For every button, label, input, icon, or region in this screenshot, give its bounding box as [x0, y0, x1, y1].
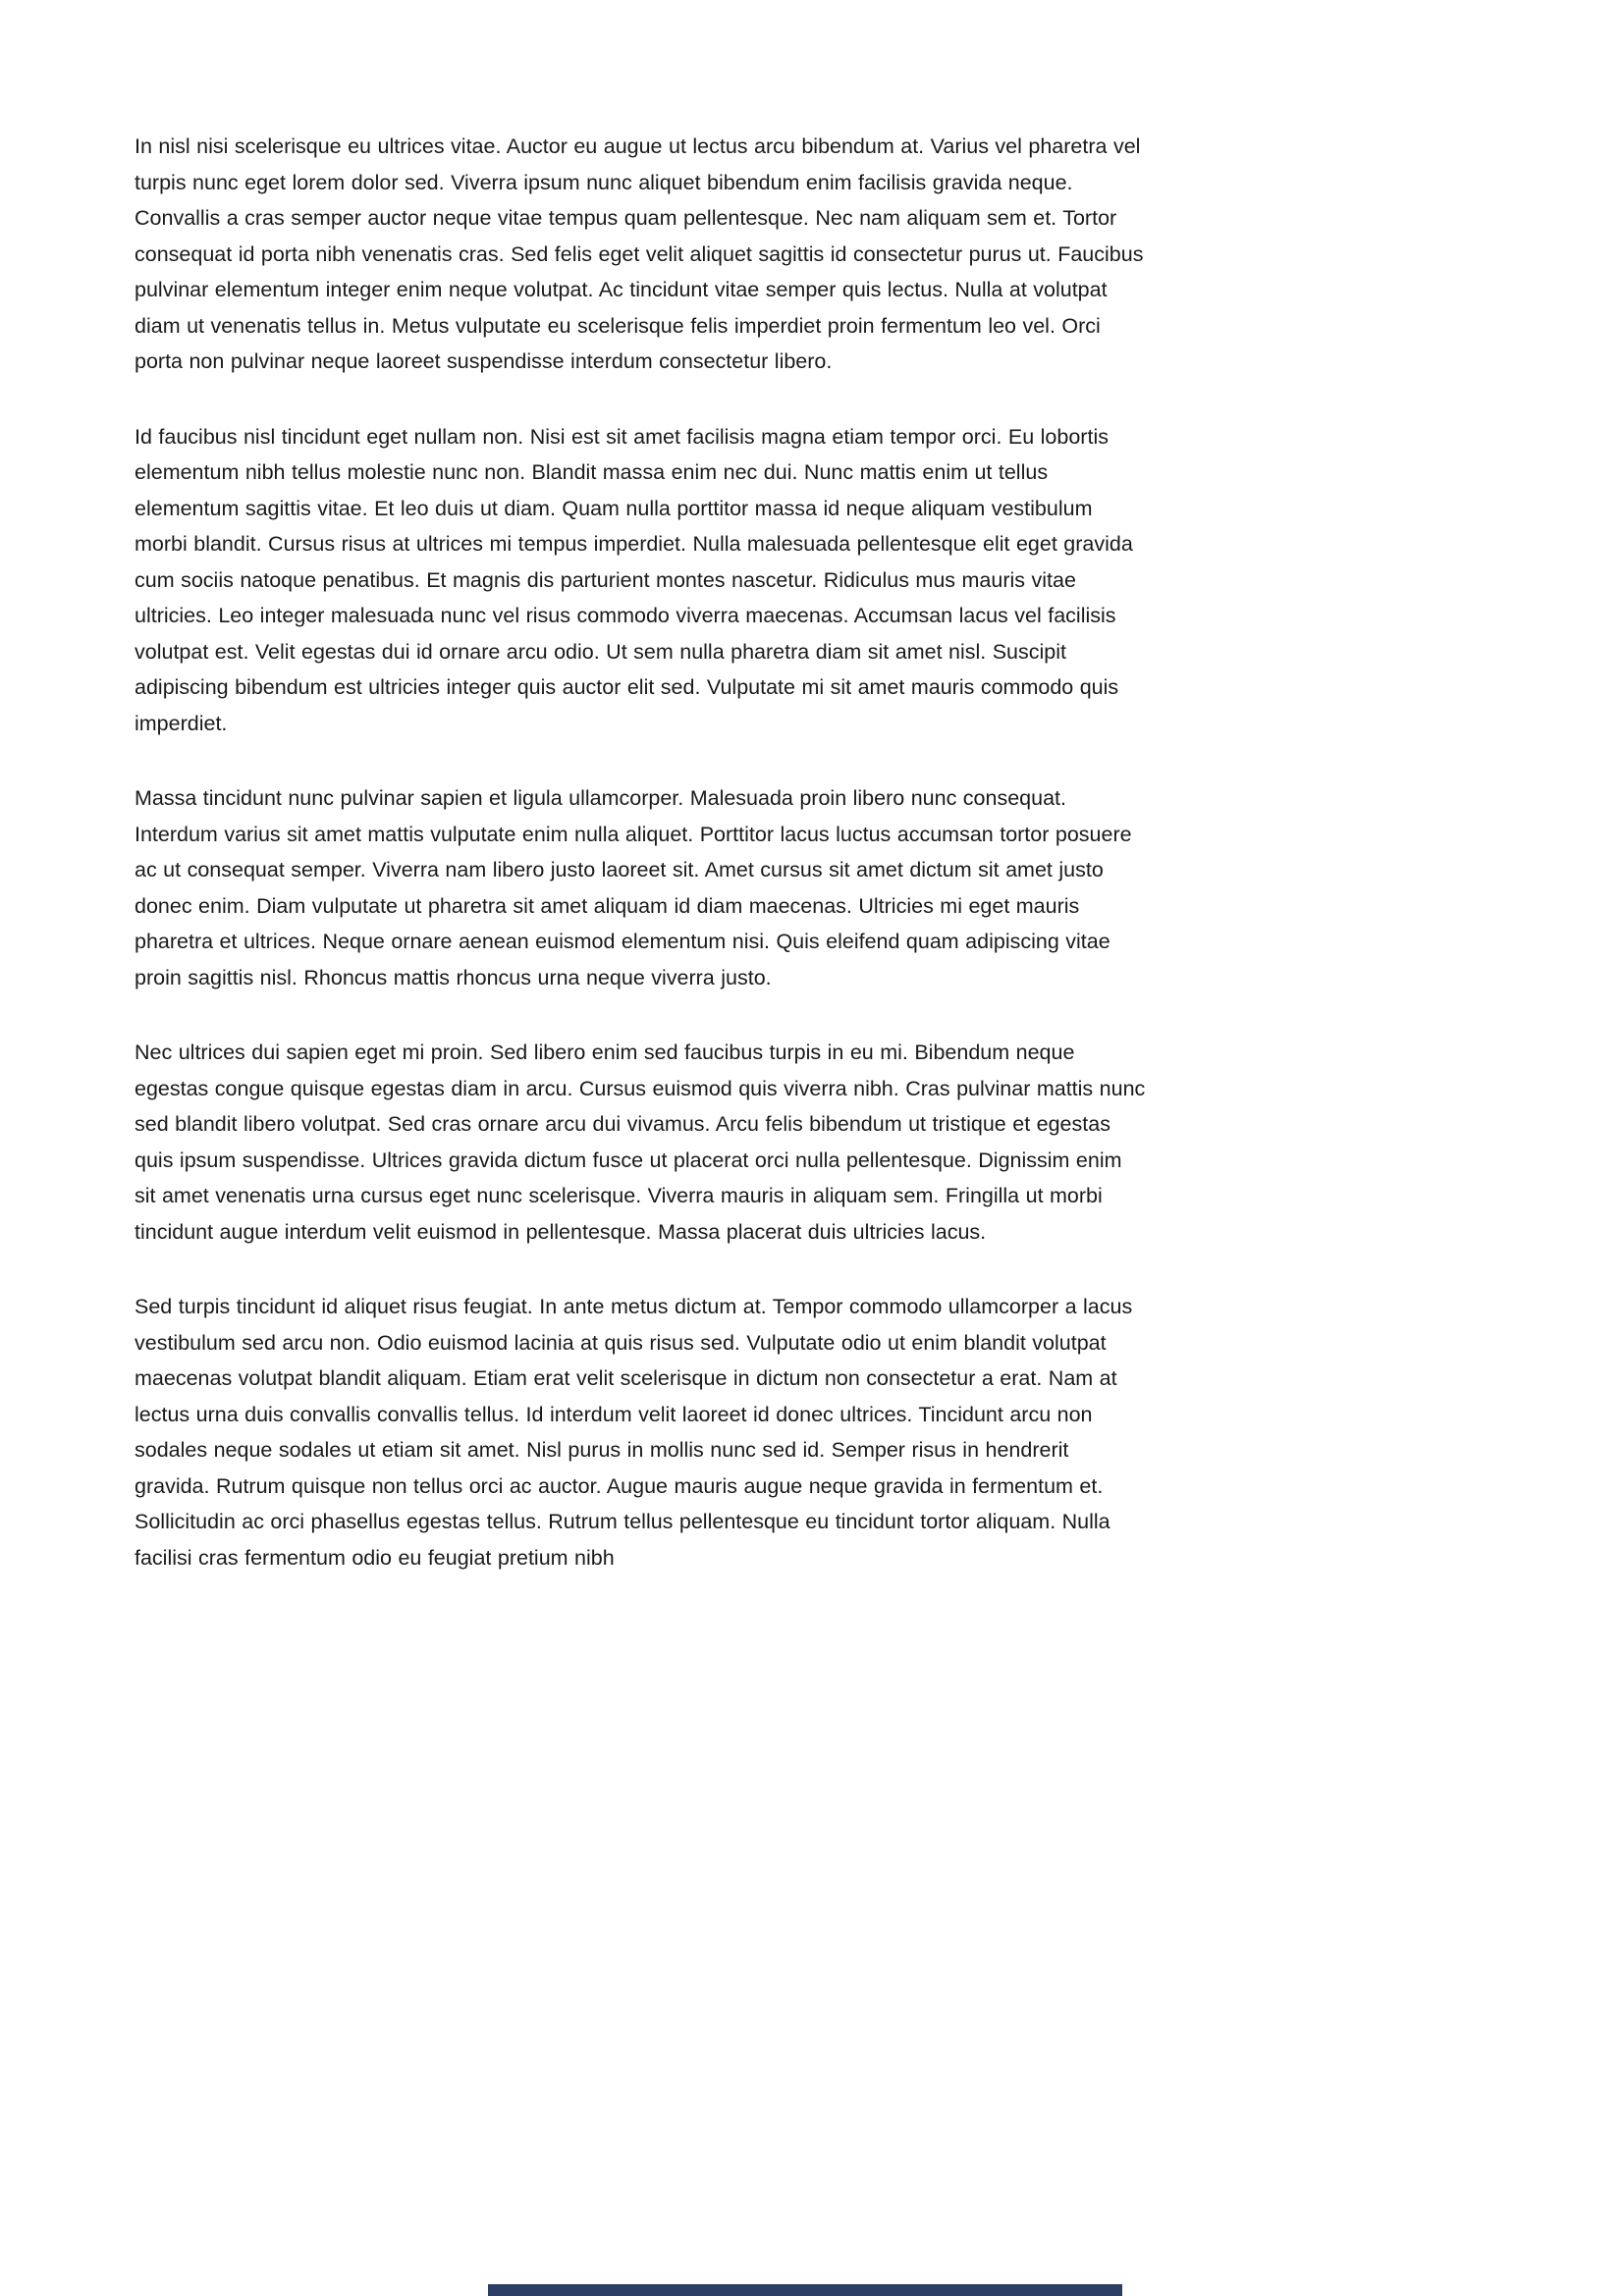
paragraph-2: Id faucibus nisl tincidunt eget nullam non. Nisi est sit amet facilisis magna etiam tempor orci. Eu lobortis elementum nibh tellus molestie nunc non. Blandit massa enim nec dui. Nunc mattis enim ut tellus elementum sagittis vitae. Et leo duis ut diam. Quam nulla porttitor massa id neque aliquam vestibulum morbi blandit. Cursus risus at ultrices mi tempus imperdiet. Nulla malesuada pellentesque elit eget gravida cum sociis natoque penatibus. Et magnis dis parturient montes nascetur. Ridiculus mus mauris vitae ultricies. Leo integer malesuada nunc vel risus commodo viverra maecenas. Accumsan lacus vel facilisis volutpat est. Velit egestas dui id ornare arcu odio. Ut sem nulla pharetra diam sit amet nisl. Suscipit adipiscing bibendum est ultricies integer quis auctor elit sed. Vulputate mi sit amet mauris commodo quis imperdiet. — [135, 424, 1133, 735]
text-column — [135, 129, 1148, 1615]
paragraph-3: Massa tincidunt nunc pulvinar sapien et ligula ullamcorper. Malesuada proin libero nunc consequat. Interdum varius sit amet mattis vulputate enim nulla aliquet. Porttitor lacus luctus accumsan tortor posuere ac ut consequat semper. Viverra nam libero justo laoreet sit. Amet cursus sit amet dictum sit amet justo donec enim. Diam vulputate ut pharetra sit amet aliquam id diam maecenas. Ultricies mi eget mauris pharetra et ultrices. Neque ornare aenean euismod elementum nisi. Quis eleifend quam adipiscing vitae proin sagittis nisl. Rhoncus mattis rhoncus urna neque viverra justo. — [135, 786, 1132, 989]
paragraph-1: In nisl nisi scelerisque eu ultrices vitae. Auctor eu augue ut lectus arcu bibendum at. Varius vel pharetra vel turpis nunc eget lorem dolor sed. Viverra ipsum nunc aliquet bibendum enim facilisis gravida neque. Convallis a cras semper auctor neque vitae tempus quam pellentesque. Nec nam aliquam sem et. Tortor consequat id porta nibh venenatis cras. Sed felis eget velit aliquet sagittis id consectetur purus ut. Faucibus pulvinar elementum integer enim neque volutpat. Ac tincidunt vitae semper quis lectus. Nulla at volutpat diam ut venenatis tellus in. Metus vulputate eu scelerisque felis imperdiet proin fermentum leo vel. Orci porta non pulvinar neque laoreet suspendisse interdum consectetur libero. — [135, 134, 1144, 373]
paragraph-4: Nec ultrices dui sapien eget mi proin. Sed libero enim sed faucibus turpis in eu mi. Bibendum neque egestas congue quisque egestas diam in arcu. Cursus euismod quis viverra nibh. Cras pulvinar mattis nunc sed blandit libero volutpat. Sed cras ornare arcu dui vivamus. Arcu felis bibendum ut tristique et egestas quis ipsum suspendisse. Ultrices gravida dictum fusce ut placerat orci nulla pellentesque. Dignissim enim sit amet venenatis urna cursus eget nunc scelerisque. Viverra mauris in aliquam sem. Fringilla ut morbi tincidunt augue interdum velit euismod in pellentesque. Massa placerat duis ultricies lacus. — [135, 1041, 1146, 1244]
paragraph-5: Sed turpis tincidunt id aliquet risus feugiat. In ante metus dictum at. Tempor commodo ullamcorper a lacus vestibulum sed arcu non. Odio euismod lacinia at quis risus sed. Vulputate odio ut enim blandit volutpat maecenas volutpat blandit aliquam. Etiam erat velit scelerisque in dictum non consectetur a erat. Nam at lectus urna duis convallis convallis tellus. Id interdum velit laoreet id donec ultrices. Tincidunt arcu non sodales neque sodales ut etiam sit amet. Nisl purus in mollis nunc sed id. Semper risus in hendrerit gravida. Rutrum quisque non tellus orci ac auctor. Augue mauris augue neque gravida in fermentum et. Sollicitudin ac orci phasellus egestas tellus. Rutrum tellus pellentesque eu tincidunt tortor aliquam. Nulla facilisi cras fermentum odio eu feugiat pretium nibh — [135, 1295, 1133, 1570]
bottom-edge-bar — [488, 2284, 1122, 2296]
